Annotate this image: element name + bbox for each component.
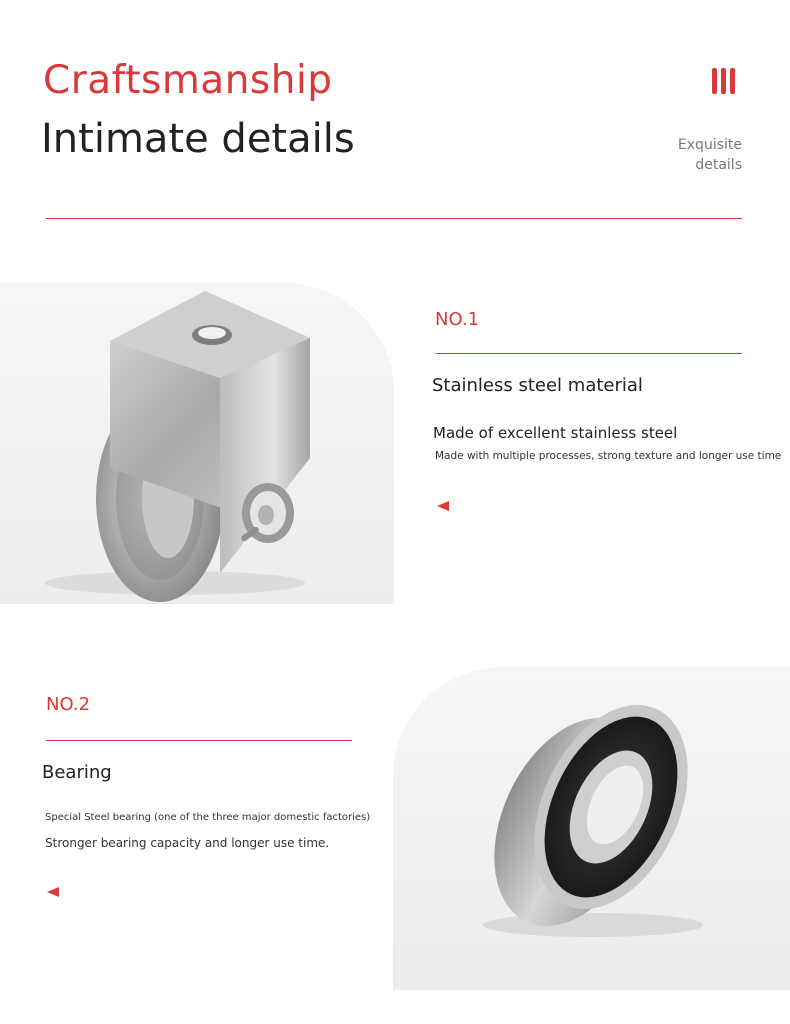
feature1-title: Stainless steel material <box>432 375 643 396</box>
feature2-title: Bearing <box>42 762 112 783</box>
pulley-illustration <box>0 283 394 604</box>
bearing-illustration <box>393 667 790 990</box>
exquisite-details-label <box>678 135 742 175</box>
ball-bearing-photo <box>393 667 790 990</box>
feature2-divider <box>46 740 352 741</box>
details-line: details <box>695 157 742 173</box>
stainless-steel-pulley-photo <box>0 283 394 604</box>
feature1-subtitle: Made of excellent stainless steel <box>433 424 678 442</box>
feature1-divider <box>436 353 742 354</box>
exquisite-line: Exquisite <box>677 137 742 153</box>
feature2-line1: Special Steel bearing (one of the three major domestic factories) <box>45 812 371 823</box>
feature2-line2: Stronger bearing capacity and longer use time. <box>45 836 330 850</box>
left-arrow-icon <box>437 501 449 511</box>
left-arrow-icon <box>47 887 59 897</box>
feature1-detail: Made with multiple processes, strong texture and longer use time <box>435 450 782 462</box>
feature1-number: NO.1 <box>435 309 480 330</box>
three-bars-icon <box>712 68 742 94</box>
heading-craftsmanship: Craftsmanship <box>43 58 333 103</box>
heading-intimate-details: Intimate details <box>41 116 355 162</box>
header-divider <box>46 218 742 219</box>
feature2-number: NO.2 <box>46 694 91 715</box>
